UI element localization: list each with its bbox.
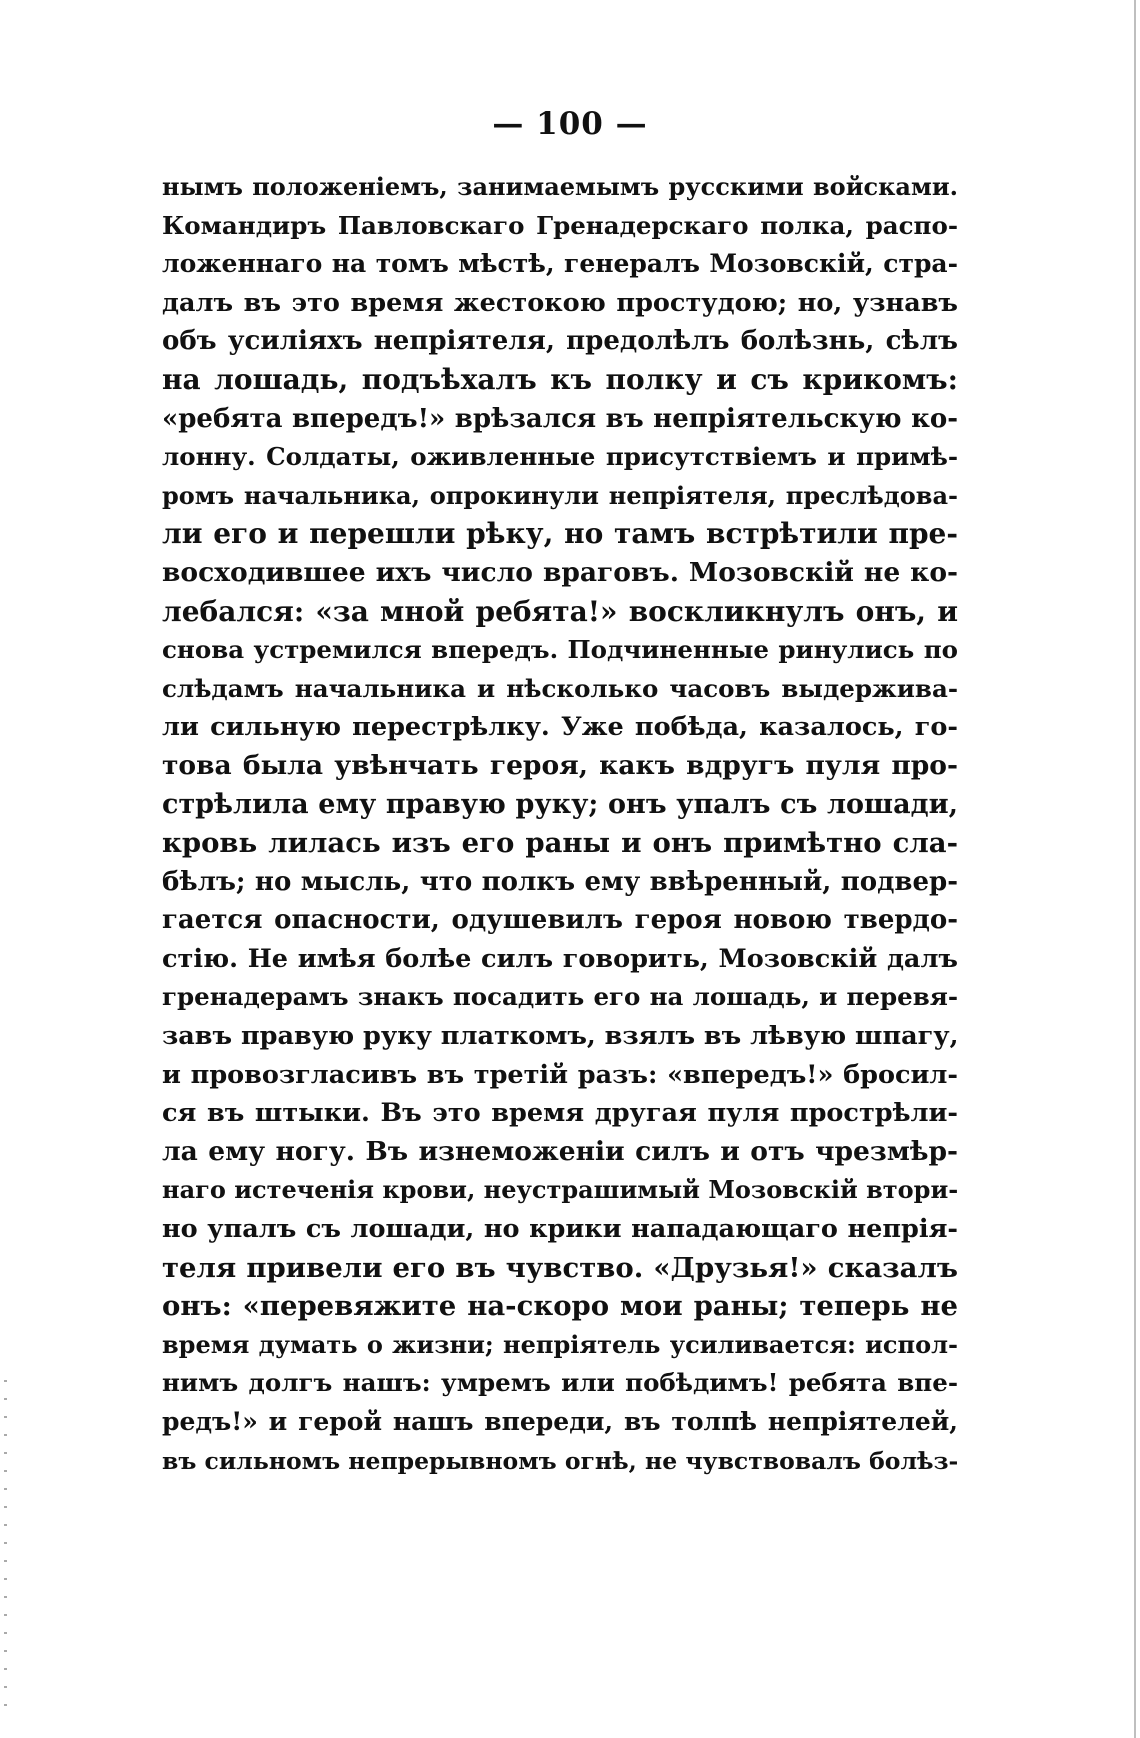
text-line: на лошадь, подъѣхалъ къ полку и съ крикомъ: <box>162 362 958 396</box>
text-line: теля привели его въ чувство. «Друзья!» сказалъ <box>162 1251 958 1284</box>
text-line: гренадерамъ знакъ посадить его на лошадь, и перевя- <box>162 982 958 1012</box>
text-line: онъ: «перевяжите на-скоро мои раны; теперь не <box>162 1290 958 1323</box>
text-line: лонну. Солдаты, оживленные присутствіемъ и примѣ- <box>162 442 958 472</box>
text-line: объ усиліяхъ непріятеля, предолѣлъ болѣзнь, сѣлъ <box>162 326 958 357</box>
binding-specks <box>4 1380 7 1710</box>
text-line: нымъ положеніемъ, занимаемымъ русскими войсками. <box>162 172 958 201</box>
text-line: ложеннаго на томъ мѣстѣ, генералъ Мозовскій, стра- <box>162 249 958 279</box>
text-line: стію. Не имѣя болѣе силъ говорить, Мозовскій далъ <box>162 943 958 974</box>
text-line: но упалъ съ лошади, но крики нападающаго непрія- <box>162 1214 958 1245</box>
text-line: Командиръ Павловскаго Гренадерскаго полка, распо- <box>162 210 958 240</box>
text-line: това была увѣнчать героя, какъ вдругъ пуля про- <box>162 749 958 781</box>
text-line: и провозгласивъ въ третій разъ: «впередъ!» бросил- <box>162 1059 958 1090</box>
body-text <box>162 168 958 1480</box>
text-line: снова устремился впередъ. Подчиненные ринулись по <box>162 635 958 665</box>
text-line: восходившее ихъ число враговъ. Мозовскій не ко- <box>162 556 958 588</box>
text-line: «ребята впередъ!» врѣзался въ непріятельскую ко- <box>162 403 958 434</box>
text-line: завъ правую руку платкомъ, взялъ въ лѣвую шпагу, <box>162 1021 958 1052</box>
text-line: ромъ начальника, опрокинули непріятеля, преслѣдова- <box>162 480 958 510</box>
page-edge-shadow <box>1134 0 1136 1738</box>
text-line: гается опасности, одушевилъ героя новою твердо- <box>162 905 958 936</box>
text-line: время думать о жизни; непріятель усиливается: испол- <box>162 1329 958 1359</box>
text-line: нимъ долгъ нашъ: умремъ или побѣдимъ! ребята впе- <box>162 1368 958 1398</box>
text-line: ли его и перешли рѣку, но тамъ встрѣтили пре- <box>162 517 958 551</box>
text-line: лебался: «за мной ребята!» воскликнулъ онъ, и <box>162 594 958 628</box>
text-line: ли сильную перестрѣлку. Уже побѣда, казалось, го- <box>162 712 958 743</box>
text-line: наго истеченія крови, неустрашимый Мозовскій втори- <box>162 1175 958 1205</box>
text-line: бѣлъ; но мысль, что полкъ ему ввѣренный, подвер- <box>162 866 958 897</box>
text-line: въ сильномъ непрерывномъ огнѣ, не чувствовалъ болѣз- <box>162 1446 958 1475</box>
text-line: стрѣлила ему правую руку; онъ упалъ съ лошади, <box>162 788 958 820</box>
text-line: слѣдамъ начальника и нѣсколько часовъ выдержива- <box>162 673 958 703</box>
text-line: ла ему ногу. Въ изнеможеніи силъ и отъ чрезмѣр- <box>162 1135 958 1167</box>
text-line: далъ въ это время жестокою простудою; но, узнавъ <box>162 287 958 318</box>
text-line: редъ!» и герой нашъ впереди, въ толпѣ непріятелей, <box>162 1407 958 1436</box>
text-line: ся въ штыки. Въ это время другая пуля прострѣли- <box>162 1098 958 1129</box>
text-line: кровь лилась изъ его раны и онъ примѣтно сла- <box>162 827 958 860</box>
page-number: — 100 — <box>492 106 648 142</box>
